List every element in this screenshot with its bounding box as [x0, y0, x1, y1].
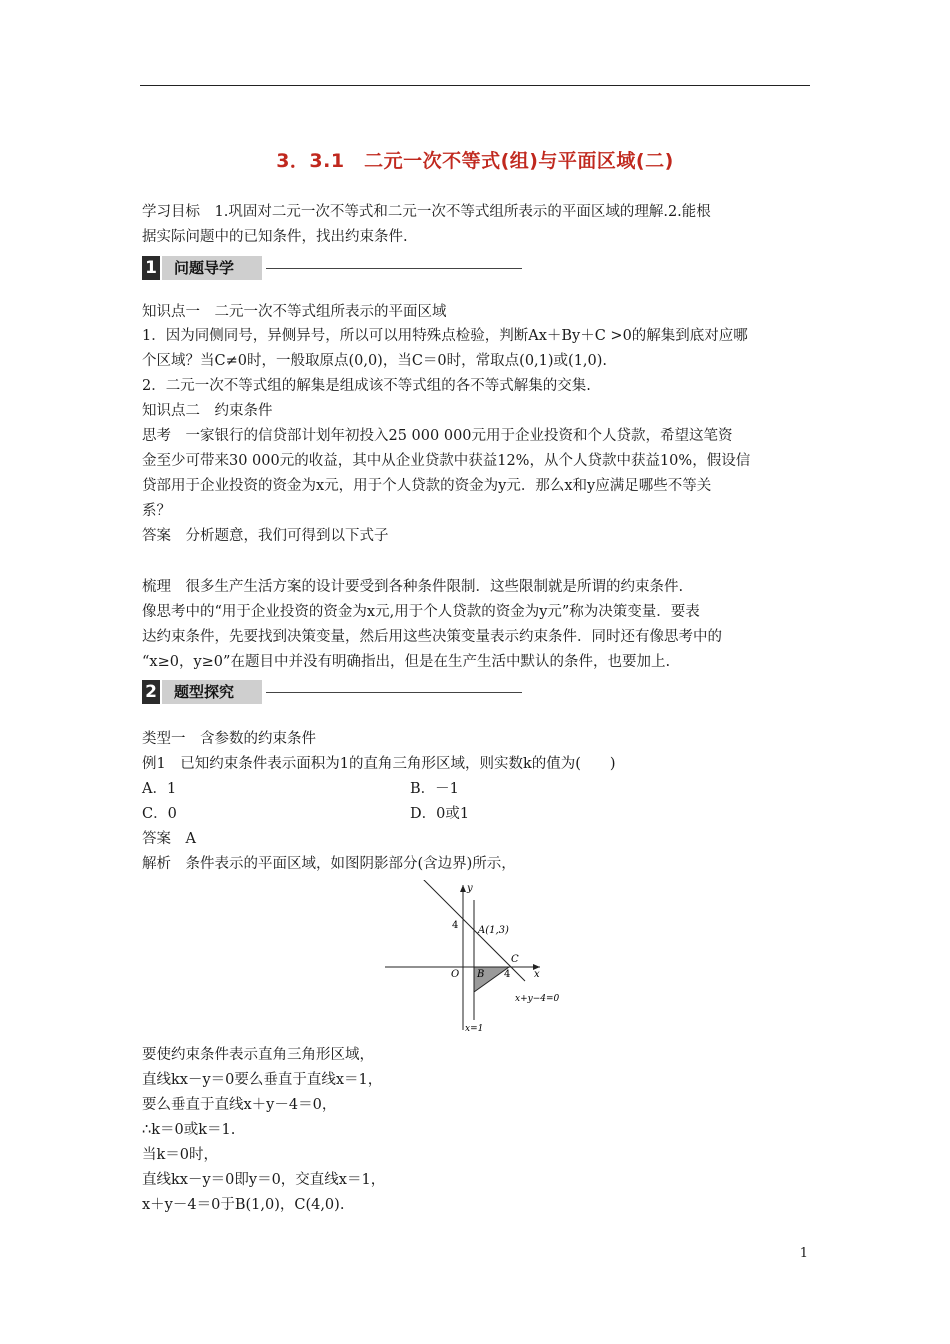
solution-line-4: ∴k＝0或k＝1. [142, 1122, 236, 1138]
section-rule [266, 692, 522, 693]
knowledge-1-p1-line-1: 1．因为同侧同号，异侧异号，所以可以用特殊点检验，判断Ax＋By＋C >0的解集到底对应哪 [142, 328, 748, 344]
point-a-label: A(1,3) [478, 925, 509, 936]
think-line-2: 金至少可带来30 000元的收益，其中从企业贷款中获益12%，从个人贷款中获益10%，假设信 [142, 453, 751, 469]
page-number: 1 [799, 1246, 808, 1261]
section-label: 问题导学 [162, 256, 262, 280]
region-figure [385, 880, 575, 1040]
section-header-2 [142, 680, 522, 704]
section-label: 题型探究 [162, 680, 262, 704]
knowledge-1-heading: 知识点一 二元一次不等式组所表示的平面区域 [142, 304, 447, 320]
sort-line-3: 达约束条件，先要找到决策变量，然后用这些决策变量表示约束条件．同时还有像思考中的 [142, 629, 722, 645]
option-b: B．－1 [410, 781, 459, 797]
line-equation-label: x+y−4=0 [515, 994, 560, 1004]
sort-line-1: 梳理 很多生产生活方案的设计要受到各种条件限制．这些限制就是所谓的约束条件. [142, 579, 684, 595]
top-rule [140, 85, 810, 86]
objective-line-1: 学习目标 1.巩固对二元一次不等式和二元一次不等式组所表示的平面区域的理解.2.能根 [142, 204, 711, 220]
option-c: C．0 [142, 806, 177, 822]
knowledge-2-heading: 知识点二 约束条件 [142, 403, 273, 419]
x-axis-label: x [534, 969, 540, 980]
origin-label: O [451, 969, 460, 980]
y-tick-4: 4 [452, 920, 459, 931]
y-axis-arrow [460, 885, 466, 892]
think-answer: 答案 分析题意，我们可得到以下式子 [142, 528, 389, 544]
page-title: 3．3.1 二元一次不等式(组)与平面区域(二) [276, 150, 674, 172]
think-line-3: 贷部用于企业投资的资金为x元，用于个人贷款的资金为y元．那么x和y应满足哪些不等关 [142, 478, 712, 494]
option-a: A．1 [142, 781, 177, 797]
section-number: 1 [142, 256, 160, 280]
point-b-label: B [477, 969, 485, 980]
section-rule [266, 268, 522, 269]
think-line-1: 思考 一家银行的信贷部计划年初投入25 000 000元用于企业投资和个人贷款，希望这笔资 [142, 428, 733, 444]
solution-line-7: x＋y－4＝0于B(1,0)，C(4,0). [142, 1197, 345, 1213]
section-header-1 [142, 256, 522, 280]
example-answer: 答案 A [142, 831, 196, 847]
example-analysis: 解析 条件表示的平面区域，如图阴影部分(含边界)所示， [142, 856, 516, 872]
solution-line-6: 直线kx－y＝0即y＝0，交直线x＝1， [142, 1172, 386, 1188]
sort-line-2: 像思考中的“用于企业投资的资金为x元,用于个人贷款的资金为y元”称为决策变量．要表 [142, 604, 700, 620]
knowledge-1-p2: 2．二元一次不等式组的解集是组成该不等式组的各不等式解集的交集. [142, 378, 591, 394]
think-line-4: 系？ [142, 503, 171, 519]
vertical-line-label: x=1 [465, 1024, 484, 1034]
solution-line-3: 要么垂直于直线x＋y－4＝0， [142, 1097, 337, 1113]
solution-line-5: 当k＝0时， [142, 1147, 219, 1163]
solution-line-1: 要使约束条件表示直角三角形区域， [142, 1047, 374, 1063]
solution-line-2: 直线kx－y＝0要么垂直于直线x＝1， [142, 1072, 383, 1088]
section-number: 2 [142, 680, 160, 704]
knowledge-1-p1-line-2: 个区域？当C≠0时，一般取原点(0,0)，当C＝0时，常取点(0,1)或(1,0). [142, 353, 608, 369]
sort-line-4: “x≥0，y≥0”在题目中并没有明确指出，但是在生产生活中默认的条件，也要加上. [142, 654, 671, 670]
objective-line-2: 据实际问题中的已知条件，找出约束条件. [142, 229, 408, 245]
point-c-label: C [511, 954, 519, 965]
type-1-heading: 类型一 含参数的约束条件 [142, 731, 316, 747]
y-axis-label: y [467, 883, 473, 894]
option-d: D．0或1 [410, 806, 470, 822]
x-tick-4: 4 [504, 969, 511, 980]
example-1: 例1 已知约束条件表示面积为1的直角三角形区域，则实数k的值为( ) [142, 756, 616, 772]
